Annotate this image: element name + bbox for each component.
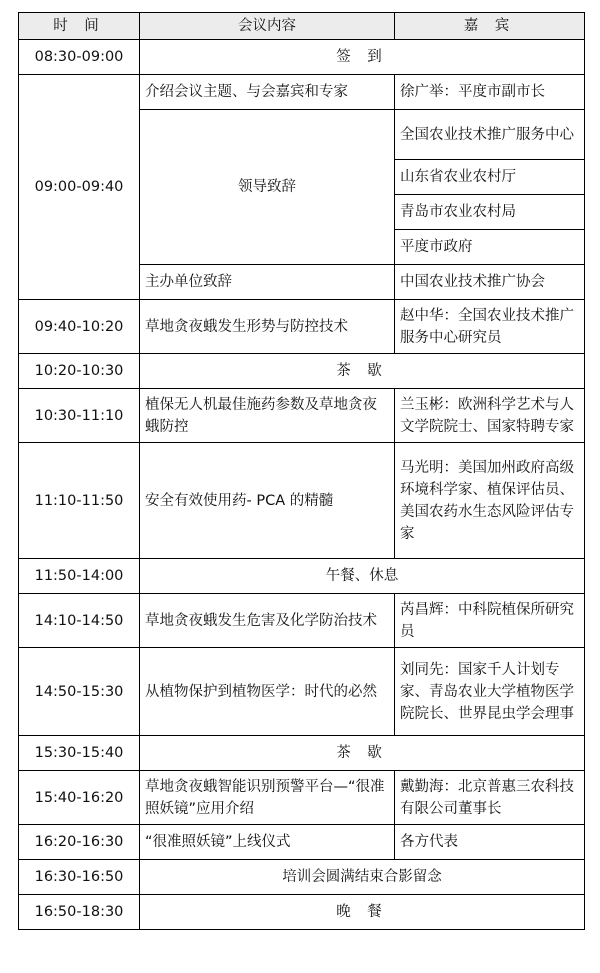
header-guest: 嘉 宾 [395, 13, 585, 40]
table-row [19, 389, 585, 443]
content-cell: 草地贪夜蛾发生危害及化学防治技术 [140, 594, 395, 648]
header-row [19, 13, 585, 40]
time-cell: 14:50-15:30 [19, 648, 140, 736]
content-cell: 从植物保护到植物医学：时代的必然 [140, 648, 395, 736]
table-row [19, 860, 585, 895]
guest-cell: 兰玉彬：欧洲科学艺术与人文学院院士、国家特聘专家 [395, 389, 585, 443]
time-cell: 09:40-10:20 [19, 300, 140, 354]
guest-cell: 平度市政府 [395, 230, 585, 265]
time-cell: 10:30-11:10 [19, 389, 140, 443]
content-cell: 领导致辞 [140, 110, 395, 265]
table-row [19, 300, 585, 354]
table-row [19, 559, 585, 594]
table-row [19, 443, 585, 559]
content-cell: 草地贪夜蛾智能识别预警平台—“很准照妖镜”应用介绍 [140, 771, 395, 825]
table-row [19, 825, 585, 860]
guest-cell: 芮昌辉：中科院植保所研究员 [395, 594, 585, 648]
time-cell: 14:10-14:50 [19, 594, 140, 648]
session-cell: 签 到 [140, 40, 585, 75]
session-cell: 晚 餐 [140, 895, 585, 930]
guest-cell: 中国农业技术推广协会 [395, 265, 585, 300]
header-time: 时 间 [19, 13, 140, 40]
time-cell: 10:20-10:30 [19, 354, 140, 389]
table-row [19, 354, 585, 389]
content-cell: 主办单位致辞 [140, 265, 395, 300]
table-row [19, 736, 585, 771]
guest-cell: 徐广举：平度市副市长 [395, 75, 585, 110]
table-row [19, 594, 585, 648]
session-cell: 午餐、休息 [140, 559, 585, 594]
guest-cell: 青岛市农业农村局 [395, 195, 585, 230]
content-cell: “很准照妖镜”上线仪式 [140, 825, 395, 860]
guest-cell: 各方代表 [395, 825, 585, 860]
table-row [19, 648, 585, 736]
time-cell: 09:00-09:40 [19, 75, 140, 300]
guest-cell: 马光明：美国加州政府高级环境科学家、植保评估员、美国农药水生态风险评估专家 [395, 443, 585, 559]
content-cell: 介绍会议主题、与会嘉宾和专家 [140, 75, 395, 110]
header-content: 会议内容 [140, 13, 395, 40]
table-row [19, 40, 585, 75]
guest-cell: 戴勤海：北京普惠三农科技有限公司董事长 [395, 771, 585, 825]
content-cell: 安全有效使用药- PCA 的精髓 [140, 443, 395, 559]
time-cell: 08:30-09:00 [19, 40, 140, 75]
session-cell: 茶 歇 [140, 736, 585, 771]
time-cell: 16:20-16:30 [19, 825, 140, 860]
session-cell: 茶 歇 [140, 354, 585, 389]
content-cell: 草地贪夜蛾发生形势与防控技术 [140, 300, 395, 354]
time-cell: 11:10-11:50 [19, 443, 140, 559]
table-row [19, 771, 585, 825]
table-row [19, 75, 585, 110]
session-cell: 培训会圆满结束合影留念 [140, 860, 585, 895]
guest-cell: 刘同先：国家千人计划专家、青岛农业大学植物医学院院长、世界昆虫学会理事 [395, 648, 585, 736]
content-cell: 植保无人机最佳施药参数及草地贪夜蛾防控 [140, 389, 395, 443]
time-cell: 15:30-15:40 [19, 736, 140, 771]
guest-cell: 山东省农业农村厅 [395, 160, 585, 195]
guest-cell: 全国农业技术推广服务中心 [395, 110, 585, 160]
time-cell: 11:50-14:00 [19, 559, 140, 594]
guest-cell: 赵中华：全国农业技术推广服务中心研究员 [395, 300, 585, 354]
time-cell: 16:50-18:30 [19, 895, 140, 930]
table-row [19, 895, 585, 930]
schedule-table [18, 12, 585, 930]
time-cell: 15:40-16:20 [19, 771, 140, 825]
time-cell: 16:30-16:50 [19, 860, 140, 895]
